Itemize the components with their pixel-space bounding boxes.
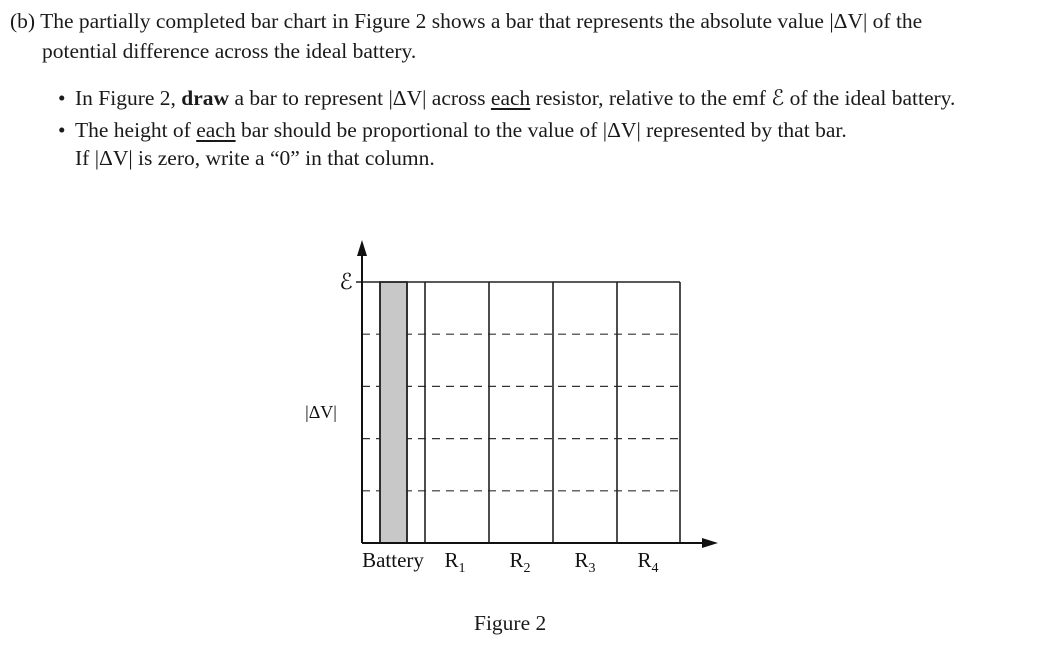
intro-line-2: potential difference across the ideal battery. (42, 39, 417, 63)
y-axis-label: |ΔV| (305, 402, 337, 422)
emf-tick-label: ℰ (339, 269, 353, 294)
x-axis-arrow-icon (702, 538, 718, 548)
bullet-icon: • (58, 86, 66, 110)
text-segment: a bar to represent |ΔV| across (229, 86, 491, 110)
text-segment: In Figure 2, (75, 86, 182, 110)
y-axis-arrow-icon (357, 240, 367, 256)
bullet-icon: • (58, 118, 66, 142)
figure-caption: Figure 2 (474, 611, 547, 635)
emphasis-each: each (490, 86, 531, 110)
category-label-r1: $R_1$ (444, 548, 466, 576)
emphasis-draw: draw (181, 86, 230, 110)
text-segment: The height of (75, 118, 197, 142)
part-label: (b) (10, 9, 36, 33)
category-label-battery: Battery (362, 548, 424, 572)
emphasis-each: each (196, 118, 236, 142)
bar-battery (380, 282, 407, 543)
intro-text: The partially completed bar chart in Figure 2 shows a bar that represents the absolute value |ΔV| of the (40, 9, 923, 33)
category-label-r3: $R_3$ (574, 548, 596, 576)
text-segment: If |ΔV| is zero, write a “0” in that column. (75, 146, 435, 170)
category-label-r2: $R_2$ (509, 548, 531, 576)
category-label-r4: $R_4$ (637, 548, 659, 576)
text-segment: resistor, relative to the emf ℰ of the ideal battery. (530, 86, 956, 110)
text-segment: bar should be proportional to the value of |ΔV| represented by that bar. (235, 118, 847, 142)
